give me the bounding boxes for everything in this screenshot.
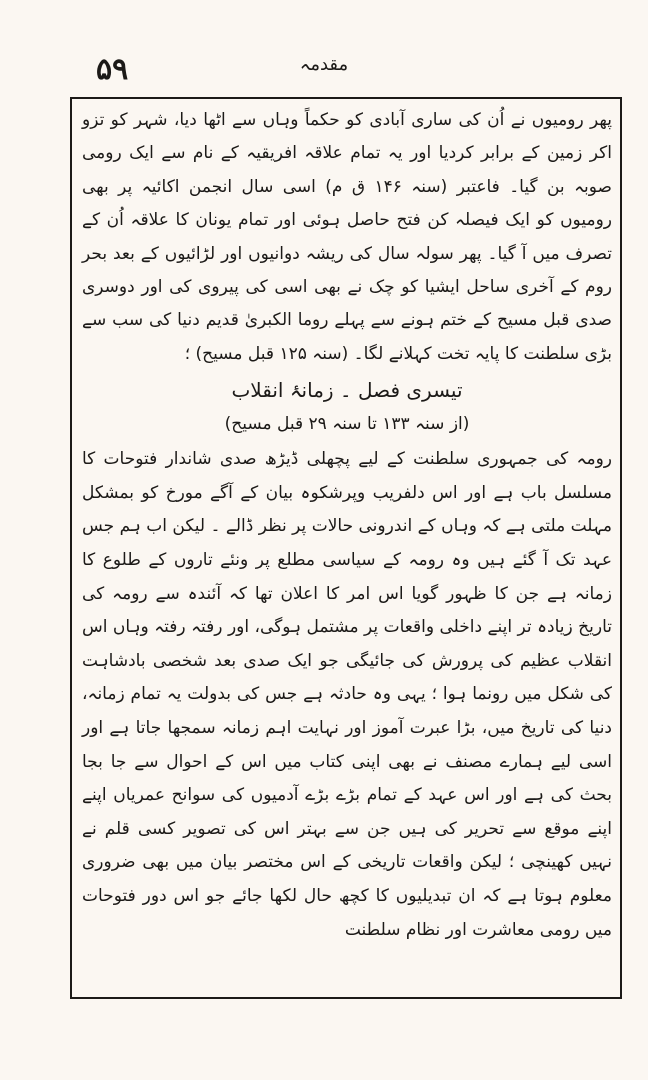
page-number: ۵۹: [96, 52, 129, 87]
paragraph-2: رومہ کی جمہوری سلطنت کے لیے پچھلی ڈیڑھ صدی شاندار فتوحات کا مسلسل باب ہے اور اس دلفریب وپرشکوہ بیان کے آگے مورخ کو بمشکل مہلت ملتی ہے کہ وہاں کے اندرونی حالات پر نظر ڈالے ۔ لیکن اب ہم جس عہد تک آ گئے ہیں وہ رومہ کے سیاسی مطلع پر ونئے تاروں کے طلوع کا زمانہ ہے جن کا ظہور گویا اس امر کا اعلان تھا کہ آئندہ سے رومہ کی تاریخ زیادہ تر اپنے داخلی واقعات پر مشتمل ہوگی، اور رفتہ رفتہ وہاں اس انقلاب عظیم کی پرورش کی جائیگی جو ایک صدی بعد شخصی بادشاہت کی شکل میں رونما ہوا ؛ یہی وہ حادثہ ہے جس کی بدولت یہ تمام زمانہ، دنیا کی تاریخ میں، بڑا عبرت آموز اور نہایت اہم زمانہ سمجھا جاتا ہے اور اسی لیے ہمارے مصنف نے بھی اپنی کتاب میں اس کے احوال سے جا بجا بحث کی ہے اور اس عہد کے تمام بڑے بڑے آدمیوں کی سوانح عمریاں اپنے اپنے موقع سے تحریر کی ہیں جن سے بہتر اس کی تصویر کسی قلم نے نہیں کھینچی ؛ لیکن واقعات تاریخی کے اس مختصر بیان میں بھی ضروری معلوم ہوتا ہے کہ ان تبدیلیوں کا کچھ حال لکھا جائے جو اس دور فتوحات میں رومی معاشرت اور نظام سلطنت: [82, 449, 612, 940]
chapter-heading: [82, 371, 612, 439]
chapter-title: تیسری فصل ۔ زمانۂ انقلاب: [231, 378, 463, 403]
paragraph-1: پھر رومیوں نے اُن کی ساری آبادی کو حکماً وہاں سے اٹھا دیا، شہر کو تزو اکر زمین کے برابر کردیا اور یہ تمام علاقہ افریقیہ کے نام سے ایک رومی صوبہ بن گیا۔ فاعتبر (سنہ ۱۴۶ ق م) اسی سال انجمن اکائیہ پر بھی رومیوں کو ایک فیصلہ کن فتح حاصل ہوئی اور تمام یونان کا علاقہ اُن کے تصرف میں آ گیا۔ پھر سولہ سال کی ریشہ دوانیوں اور لڑائیوں کے بعد بحر روم کے آخری ساحل ایشیا کو چک نے بھی اسی کی پیروی کی اور دوسری صدی قبل مسیح کے ختم ہونے سے پہلے روما الکبریٰ قدیم دنیا کی سب سے بڑی سلطنت کا پایہ تخت کہلانے لگا۔ (سنہ ۱۲۵ قبل مسیح) ؛: [82, 110, 612, 364]
chapter-dates: (از سنہ ۱۳۳ تا سنہ ۲۹ قبل مسیح): [224, 414, 470, 435]
page-body: [82, 104, 612, 947]
running-head: مقدمہ: [299, 54, 349, 75]
